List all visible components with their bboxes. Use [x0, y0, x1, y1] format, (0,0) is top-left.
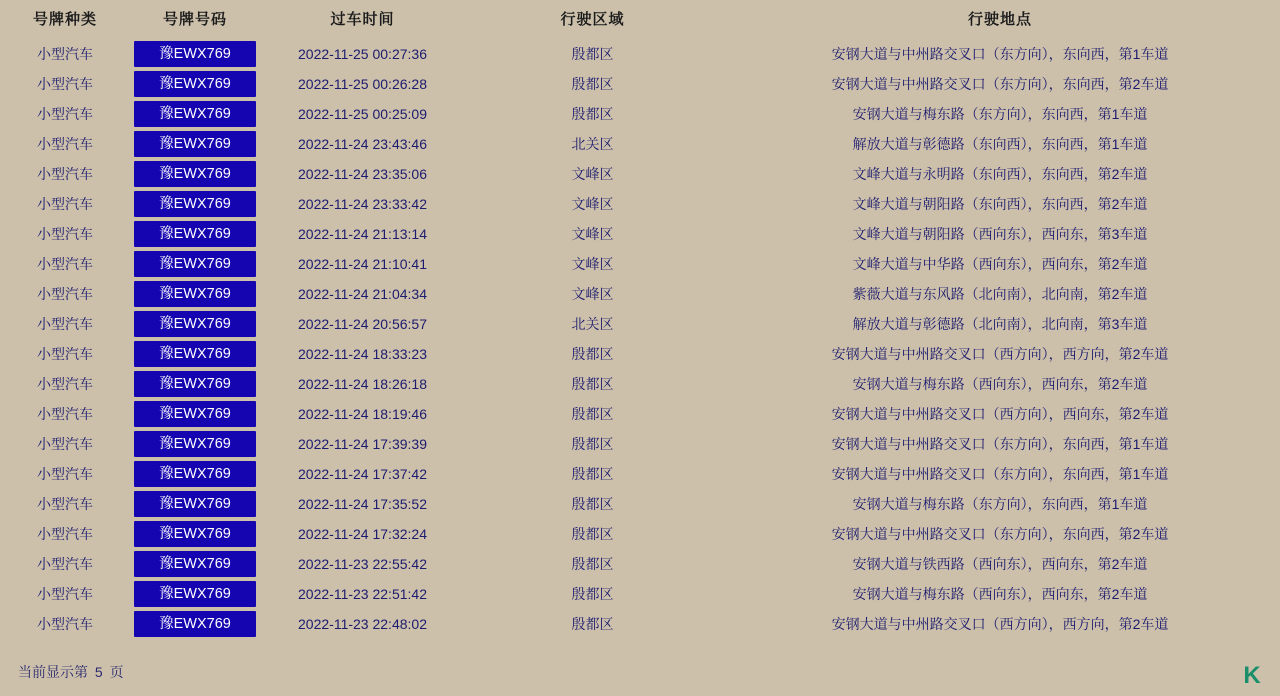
- cell-plate-number: [130, 129, 260, 159]
- cell-plate-type: 小型汽车: [37, 406, 93, 422]
- brand-logo-icon: K: [1243, 662, 1261, 689]
- cell-area: 殷都区: [571, 346, 614, 362]
- plate-badge: 豫EWX769: [134, 221, 256, 247]
- column-header-location: 行驶地点: [967, 11, 1032, 28]
- table-row[interactable]: [0, 549, 1280, 579]
- cell-location: 安钢大道与铁西路（西向东），西向东，第2车道: [852, 556, 1148, 572]
- cell-area: 文峰区: [571, 196, 614, 212]
- column-header-plate-number: 号牌号码: [162, 11, 227, 28]
- cell-plate-type: 小型汽车: [37, 46, 93, 62]
- cell-pass-time: 2022-11-23 22:55:42: [298, 556, 427, 572]
- cell-plate-type: 小型汽车: [37, 346, 93, 362]
- plate-badge: 豫EWX769: [134, 161, 256, 187]
- cell-location: 文峰大道与中华路（西向东），西向东，第2车道: [852, 256, 1148, 272]
- cell-plate-type: 小型汽车: [37, 556, 93, 572]
- cell-plate-number: [130, 39, 260, 69]
- cell-plate-number: [130, 549, 260, 579]
- cell-pass-time: 2022-11-24 18:19:46: [298, 406, 427, 422]
- cell-pass-time: 2022-11-23 22:51:42: [298, 586, 427, 602]
- table-header: [0, 0, 1280, 39]
- table-row[interactable]: [0, 459, 1280, 489]
- cell-plate-number: [130, 429, 260, 459]
- plate-badge: 豫EWX769: [134, 341, 256, 367]
- cell-plate-number: [130, 219, 260, 249]
- table-row[interactable]: [0, 399, 1280, 429]
- cell-plate-type: 小型汽车: [37, 166, 93, 182]
- cell-pass-time: 2022-11-23 22:48:02: [298, 616, 427, 632]
- cell-area: 殷都区: [571, 616, 614, 632]
- plate-badge: 豫EWX769: [134, 461, 256, 487]
- cell-plate-number: [130, 369, 260, 399]
- table-row[interactable]: [0, 39, 1280, 69]
- cell-location: 安钢大道与梅东路（东方向），东向西，第1车道: [852, 496, 1148, 512]
- cell-pass-time: 2022-11-25 00:25:09: [298, 106, 427, 122]
- plate-badge: 豫EWX769: [134, 401, 256, 427]
- cell-plate-number: [130, 69, 260, 99]
- plate-badge: 豫EWX769: [134, 101, 256, 127]
- table-row[interactable]: [0, 369, 1280, 399]
- table-row[interactable]: [0, 219, 1280, 249]
- table-body: [0, 39, 1280, 639]
- cell-plate-number: [130, 249, 260, 279]
- pagination-prefix: 当前显示第: [18, 664, 88, 680]
- plate-badge: 豫EWX769: [134, 281, 256, 307]
- cell-location: 紫薇大道与东风路（北向南），北向南，第2车道: [852, 286, 1148, 302]
- cell-area: 北关区: [571, 136, 614, 152]
- table-row[interactable]: [0, 69, 1280, 99]
- cell-area: 文峰区: [571, 226, 614, 242]
- cell-plate-type: 小型汽车: [37, 526, 93, 542]
- table-row[interactable]: [0, 249, 1280, 279]
- cell-pass-time: 2022-11-24 17:35:52: [298, 496, 427, 512]
- column-header-pass-time: 过车时间: [330, 11, 395, 28]
- cell-location: 安钢大道与梅东路（东方向），东向西，第1车道: [852, 106, 1148, 122]
- cell-location: 安钢大道与中州路交叉口（东方向），东向西，第2车道: [831, 76, 1169, 92]
- plate-badge: 豫EWX769: [134, 431, 256, 457]
- plate-badge: 豫EWX769: [134, 311, 256, 337]
- cell-pass-time: 2022-11-24 23:35:06: [298, 166, 427, 182]
- plate-badge: 豫EWX769: [134, 251, 256, 277]
- table-row[interactable]: [0, 159, 1280, 189]
- cell-area: 殷都区: [571, 46, 614, 62]
- cell-plate-type: 小型汽车: [37, 106, 93, 122]
- cell-area: 殷都区: [571, 496, 614, 512]
- cell-plate-type: 小型汽车: [37, 196, 93, 212]
- cell-area: 殷都区: [571, 466, 614, 482]
- cell-location: 安钢大道与中州路交叉口（东方向），东向西，第1车道: [831, 436, 1169, 452]
- cell-plate-number: [130, 609, 260, 639]
- cell-area: 殷都区: [571, 376, 614, 392]
- plate-badge: 豫EWX769: [134, 491, 256, 517]
- cell-plate-type: 小型汽车: [37, 376, 93, 392]
- cell-pass-time: 2022-11-24 23:43:46: [298, 136, 427, 152]
- cell-pass-time: 2022-11-25 00:26:28: [298, 76, 427, 92]
- cell-area: 殷都区: [571, 526, 614, 542]
- plate-badge: 豫EWX769: [134, 191, 256, 217]
- cell-location: 解放大道与彰德路（东向西），东向西，第1车道: [852, 136, 1148, 152]
- pagination-suffix: 页: [109, 664, 124, 680]
- cell-area: 文峰区: [571, 166, 614, 182]
- cell-location: 文峰大道与朝阳路（西向东），西向东，第3车道: [852, 226, 1148, 242]
- table-row[interactable]: [0, 429, 1280, 459]
- plate-badge: 豫EWX769: [134, 131, 256, 157]
- plate-badge: 豫EWX769: [134, 551, 256, 577]
- cell-plate-number: [130, 579, 260, 609]
- cell-pass-time: 2022-11-24 21:13:14: [298, 226, 427, 242]
- cell-pass-time: 2022-11-24 18:26:18: [298, 376, 427, 392]
- cell-area: 北关区: [571, 316, 614, 332]
- cell-area: 殷都区: [571, 586, 614, 602]
- cell-plate-type: 小型汽车: [37, 316, 93, 332]
- cell-location: 解放大道与彰德路（北向南），北向南，第3车道: [852, 316, 1148, 332]
- cell-plate-type: 小型汽车: [37, 586, 93, 602]
- cell-plate-type: 小型汽车: [37, 466, 93, 482]
- table-row[interactable]: [0, 579, 1280, 609]
- plate-badge: 豫EWX769: [134, 71, 256, 97]
- cell-location: 安钢大道与中州路交叉口（东方向），东向西，第1车道: [831, 466, 1169, 482]
- cell-area: 殷都区: [571, 106, 614, 122]
- column-header-plate-type: 号牌种类: [32, 11, 97, 28]
- cell-location: 文峰大道与朝阳路（东向西），东向西，第2车道: [852, 196, 1148, 212]
- table-row[interactable]: [0, 279, 1280, 309]
- table-row[interactable]: [0, 309, 1280, 339]
- cell-location: 安钢大道与中州路交叉口（西方向），西向东，第2车道: [831, 406, 1169, 422]
- cell-location: 安钢大道与中州路交叉口（西方向），西方向，第2车道: [831, 346, 1169, 362]
- cell-pass-time: 2022-11-24 23:33:42: [298, 196, 427, 212]
- cell-plate-number: [130, 279, 260, 309]
- cell-pass-time: 2022-11-24 21:04:34: [298, 286, 427, 302]
- cell-area: 文峰区: [571, 286, 614, 302]
- plate-badge: 豫EWX769: [134, 611, 256, 637]
- cell-plate-number: [130, 399, 260, 429]
- cell-pass-time: 2022-11-24 20:56:57: [298, 316, 427, 332]
- cell-plate-type: 小型汽车: [37, 76, 93, 92]
- cell-area: 殷都区: [571, 76, 614, 92]
- cell-plate-type: 小型汽车: [37, 436, 93, 452]
- table-row[interactable]: [0, 609, 1280, 639]
- cell-plate-type: 小型汽车: [37, 256, 93, 272]
- cell-plate-type: 小型汽车: [37, 286, 93, 302]
- plate-badge: 豫EWX769: [134, 41, 256, 67]
- cell-pass-time: 2022-11-24 17:39:39: [298, 436, 427, 452]
- cell-area: 文峰区: [571, 256, 614, 272]
- cell-plate-type: 小型汽车: [37, 226, 93, 242]
- table-row[interactable]: [0, 99, 1280, 129]
- table-row[interactable]: [0, 189, 1280, 219]
- cell-area: 殷都区: [571, 556, 614, 572]
- table-row[interactable]: [0, 129, 1280, 159]
- cell-pass-time: 2022-11-24 17:32:24: [298, 526, 427, 542]
- cell-plate-type: 小型汽车: [37, 136, 93, 152]
- cell-pass-time: 2022-11-24 17:37:42: [298, 466, 427, 482]
- cell-plate-number: [130, 99, 260, 129]
- table-header-row: [0, 0, 1280, 39]
- cell-location: 安钢大道与梅东路（西向东），西向东，第2车道: [852, 376, 1148, 392]
- cell-area: 殷都区: [571, 436, 614, 452]
- cell-location: 安钢大道与中州路交叉口（西方向），西方向，第2车道: [831, 616, 1169, 632]
- pagination-status: [18, 662, 124, 682]
- column-header-area: 行驶区域: [560, 11, 625, 28]
- cell-location: 文峰大道与永明路（东向西），东向西，第2车道: [852, 166, 1148, 182]
- cell-location: 安钢大道与中州路交叉口（东方向），东向西，第2车道: [831, 526, 1169, 542]
- cell-plate-number: [130, 189, 260, 219]
- cell-pass-time: 2022-11-24 18:33:23: [298, 346, 427, 362]
- plate-badge: 豫EWX769: [134, 581, 256, 607]
- cell-location: 安钢大道与中州路交叉口（东方向），东向西，第1车道: [831, 46, 1169, 62]
- cell-pass-time: 2022-11-24 21:10:41: [298, 256, 427, 272]
- cell-pass-time: 2022-11-25 00:27:36: [298, 46, 427, 62]
- table-row[interactable]: [0, 339, 1280, 369]
- cell-plate-number: [130, 159, 260, 189]
- table-row[interactable]: [0, 519, 1280, 549]
- cell-plate-number: [130, 489, 260, 519]
- cell-plate-type: 小型汽车: [37, 616, 93, 632]
- cell-plate-number: [130, 519, 260, 549]
- cell-location: 安钢大道与梅东路（西向东），西向东，第2车道: [852, 586, 1148, 602]
- plate-badge: 豫EWX769: [134, 521, 256, 547]
- plate-badge: 豫EWX769: [134, 371, 256, 397]
- pagination-current-page: 5: [94, 664, 103, 680]
- cell-area: 殷都区: [571, 406, 614, 422]
- table-row[interactable]: [0, 489, 1280, 519]
- cell-plate-number: [130, 459, 260, 489]
- cell-plate-number: [130, 339, 260, 369]
- cell-plate-number: [130, 309, 260, 339]
- cell-plate-type: 小型汽车: [37, 496, 93, 512]
